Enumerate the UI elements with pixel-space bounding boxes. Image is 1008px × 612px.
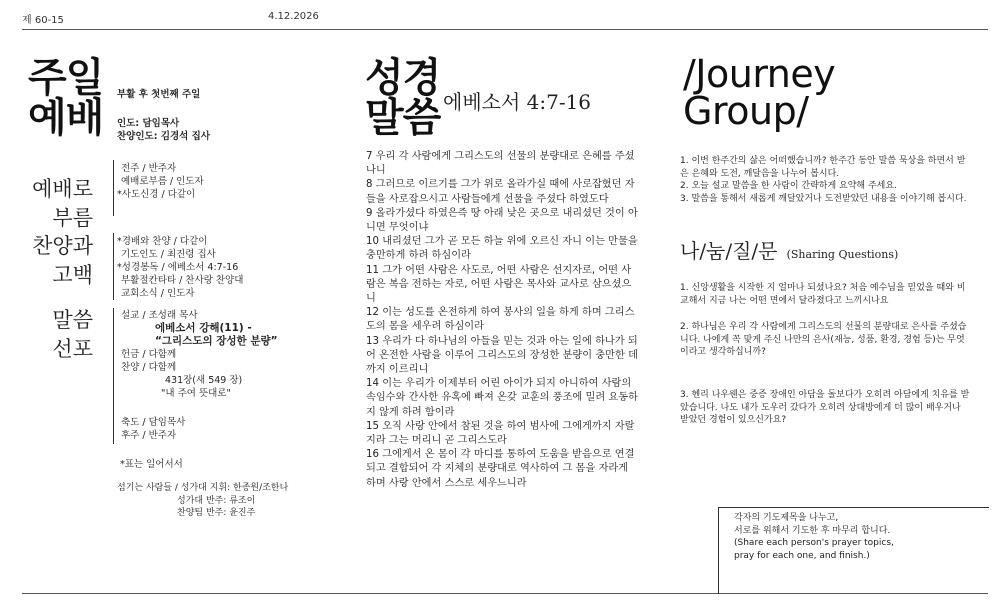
verse: 8 그러므로 이르기를 그가 위로 올라가실 때에 사로잡혔던 자들을 사로잡으시고 사람들에게 선물을 주셨다 하였도다 [366, 179, 635, 205]
sharing-question-3: 3. 헨리 나우웬은 중증 장애인 아담을 돌보다가 오히려 아담에게 치유를 받았습니다. 나도 내가 도우러 갔다가 오히려 상대방에게 더 많이 배우거나 받았던 경험이 있으신가요? [680, 390, 970, 426]
order-hymn: 찬양 / 다함께 [121, 362, 177, 373]
servers-line-2: 성가대 반주: 류조이 [177, 495, 256, 506]
closing-line: 각자의 기도제목을 나누고, [734, 513, 839, 523]
section-label-call-2: 부름 [52, 206, 93, 230]
intro-item: 1. 이번 한주간의 삶은 어떠했습니까? 한주간 동안 말씀 묵상을 하면서 받은 은혜와 도전, 깨달음을 나누어 봅시다. [680, 156, 966, 179]
section-label-word-2: 선포 [52, 337, 93, 361]
word-title-line2: 말씀 [365, 95, 441, 141]
scripture-reference: 에베소서 4:7-16 [443, 90, 592, 114]
journey-title [683, 52, 836, 133]
worship-title [28, 55, 104, 141]
hymn-title: "내 주여 뜻대로" [161, 388, 231, 399]
verse: 11 그가 어떤 사람은 사도로, 어떤 사람은 선지자로, 어떤 사람은 복음 전하는 자로, 어떤 사람은 목사와 교사로 삼으셨으니 [366, 264, 632, 305]
word-title [365, 55, 441, 141]
section-label-call-1: 예배로 [32, 177, 93, 201]
order-praise-worship: *경배와 찬양 / 다같이 [117, 236, 208, 247]
order-prelude: 전주 / 반주자 [121, 163, 177, 174]
order-blessing: 축도 / 담임목사 [121, 417, 186, 428]
intro-item: 2. 오늘 설교 말씀을 한 사람이 간략하게 요약해 주세요. [680, 181, 897, 192]
section-label-praise-2: 고백 [52, 263, 93, 287]
hymn-number: 431장(새 549 장) [165, 375, 243, 386]
order-cantata: 부활절칸타타 / 찬사랑 찬양대 [121, 275, 244, 286]
order-postlude: 후주 / 반주자 [121, 430, 177, 441]
journey-intro [680, 155, 970, 205]
servers-list [117, 482, 288, 520]
order-praise [117, 235, 243, 300]
journey-title-line2: Group/ [683, 89, 809, 133]
word-title-line1: 성경 [365, 55, 441, 101]
verse: 10 내리셨던 그가 곧 모든 하늘 위에 오르신 자니 이는 만물을 충만하게 하려 하심이라 [366, 236, 638, 262]
worship-leader: 인도: 담임목사 [117, 118, 180, 129]
issue-date: 4.12.2026 [268, 11, 319, 22]
closing-line: (Share each person's prayer topics, [734, 538, 894, 549]
order-call [117, 162, 204, 201]
order-sermon: 설교 / 조성래 목사 [121, 310, 198, 321]
section-label-call [28, 175, 93, 233]
sharing-question-1: 1. 신앙생활을 시작한 지 얼마나 되셨나요? 처음 예수님을 믿었을 때와 비교해서 지금 나는 어떤 면에서 달라졌다고 느끼시나요 [680, 283, 966, 306]
verse: 16 그에게서 온 몸이 각 마디를 통하여 도움을 받음으로 연결되고 결합되어 각 지체의 분량대로 역사하여 그 몸을 자라게 하며 사랑 안에서 스스로 세우느니라 [366, 449, 635, 489]
section-label-word-1: 말씀 [52, 308, 93, 332]
verse: 13 우리가 다 하나님의 아들을 믿는 것과 아는 일에 하나가 되어 온전한 사람을 이루어 그리스도의 장성한 분량이 충만한 데까지 이르리니 [366, 335, 638, 376]
section-label-word [28, 306, 93, 364]
verse: 12 이는 성도를 온전하게 하여 봉사의 일을 하게 하며 그리스도의 몸을 세우려 하심이라 [366, 307, 635, 333]
praise-leader: 찬양인도: 김경석 집사 [117, 131, 211, 142]
order-closing [117, 416, 185, 442]
issue-number: 제 60-15 [22, 15, 64, 26]
worship-title-line1: 주일 [28, 55, 104, 101]
servers-line-3: 찬양팀 반주: 윤진주 [177, 508, 256, 518]
journey-title-line1: /Journey [683, 52, 836, 96]
sharing-heading [680, 235, 898, 264]
order-line-3 [113, 308, 114, 444]
order-prayer: 기도인도 / 최진령 집사 [121, 249, 216, 260]
sharing-title: 나/눔/질/문 [680, 239, 778, 263]
order-offering: 헌금 / 다함께 [121, 349, 177, 360]
order-line-2 [113, 233, 114, 300]
worship-title-line2: 예배 [28, 95, 104, 141]
scripture-text [366, 150, 640, 491]
section-label-praise [28, 232, 93, 290]
closing-line: 서로를 위해서 기도한 후 마무리 합니다. [734, 525, 891, 536]
stand-note: *표는 일어서서 [120, 459, 183, 470]
sharing-subtitle: (Sharing Questions) [786, 248, 899, 261]
worship-subtitle: 부활 후 첫번째 주일 [117, 89, 201, 100]
order-call-to-worship: 예배로부름 / 인도자 [121, 176, 204, 187]
servers-line-1: 섬기는 사람들 / 성가대 지휘: 한종원/조한나 [117, 483, 289, 493]
closing-text [734, 512, 894, 562]
sermon-title-2: “그리스도의 장성한 분량” [155, 335, 278, 347]
sharing-question-2: 2. 하나님은 우리 각 사람에게 그리스도의 선물의 분량대로 은사를 주셨습니다. 나에게 꼭 맞게 주신 나만의 은사(재능, 성품, 환경, 경험 등)는 무엇이라고 생각하십니까? [680, 322, 967, 358]
order-reading: *성경봉독 / 에베소서 4:7-16 [117, 262, 239, 273]
top-divider [22, 29, 988, 30]
order-word [117, 309, 278, 400]
order-apostles-creed: *사도신경 / 다같이 [117, 189, 196, 200]
sermon-title-1: 에베소서 강해(11) - [155, 322, 252, 334]
verse: 14 이는 우리가 이제부터 어린 아이가 되지 아니하여 사람의 속임수와 간사한 유혹에 빠져 온갖 교훈의 풍조에 밀려 요동하지 않게 하려 함이라 [366, 378, 638, 418]
intro-item: 3. 말씀을 통해서 새롭게 깨달았거나 도전받았던 내용을 이야기해 봅시다. [680, 193, 967, 204]
verse: 9 올라가셨다 하였은즉 땅 아래 낮은 곳으로 내리셨던 것이 아니면 무엇이냐 [366, 207, 638, 234]
closing-line: pray for each one, and finish.) [734, 550, 870, 561]
section-label-praise-1: 찬양과 [32, 234, 93, 258]
order-news: 교회소식 / 인도자 [121, 288, 195, 299]
order-line-1 [113, 160, 114, 216]
verse: 15 오직 사랑 안에서 참된 것을 하여 범사에 그에게까지 자랄지라 그는 머리니 곧 그리스도라 [366, 420, 635, 447]
verse: 7 우리 각 사람에게 그리스도의 선물의 분량대로 은혜를 주셨나니 [366, 151, 635, 177]
